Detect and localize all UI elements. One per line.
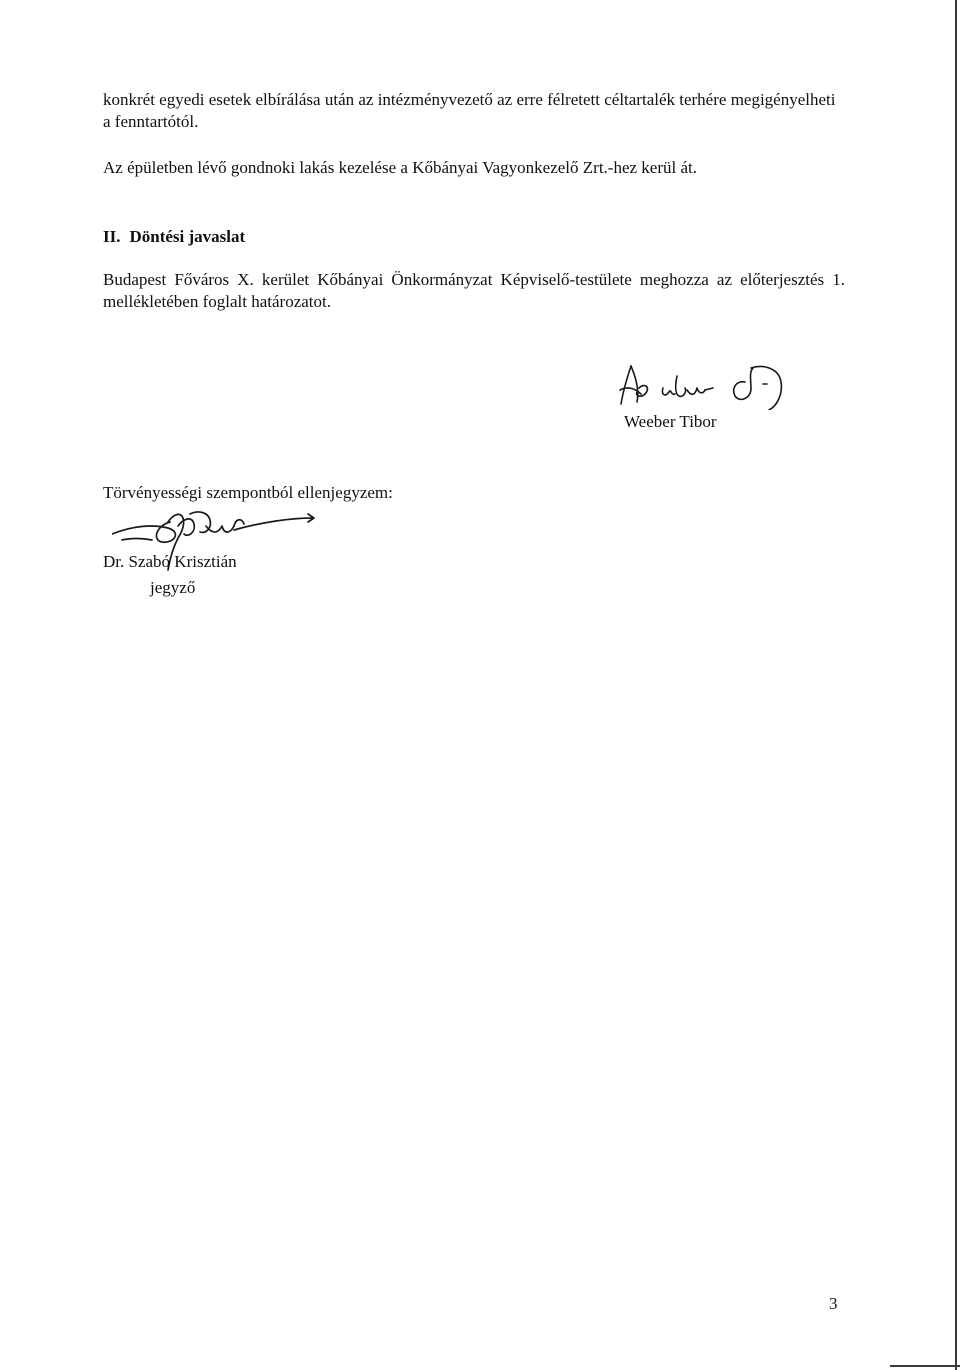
section-heading [103, 227, 245, 247]
scan-edge-bottom [890, 1365, 960, 1367]
paragraph-decision-proposal: Budapest Főváros X. kerület Kőbányai Önkormányzat Képviselő-testülete meghozza az előterjesztés 1. mellékletében foglalt határozatot. [103, 270, 845, 311]
legal-review-label: Törvényességi szempontból ellenjegyzem: [103, 483, 393, 502]
section-number: II. [103, 227, 121, 246]
proposer-signature [617, 358, 787, 410]
paragraph-budget-request: konkrét egyedi esetek elbírálása után az intézményvezető az erre félretett céltartalék terhére megigényelheti a fenntartótól. [103, 90, 836, 131]
scan-edge-line [955, 0, 957, 1370]
notary-title: jegyző [150, 578, 196, 597]
section-title: Döntési javaslat [129, 227, 246, 246]
proposer-name: Weeber Tibor [624, 412, 717, 431]
notary-name: Dr. Szabó Krisztián [103, 552, 237, 571]
page-number: 3 [829, 1294, 838, 1313]
paragraph-apartment-management: Az épületben lévő gondnoki lakás kezelése a Kőbányai Vagyonkezelő Zrt.-hez kerül át. [103, 158, 697, 177]
